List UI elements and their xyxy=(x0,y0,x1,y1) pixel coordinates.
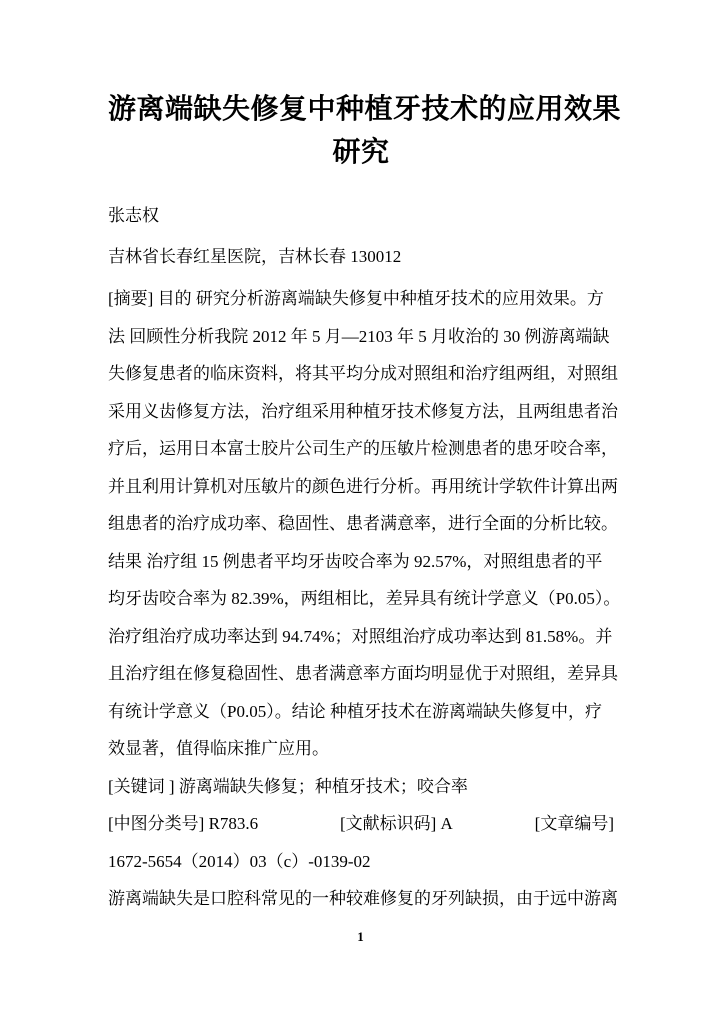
article-id-value: 1672-5654（2014）03（c）-0139-02 xyxy=(108,851,371,871)
abstract-line: 组患者的治疗成功率、稳固性、患者满意率，进行全面的分析比较。 xyxy=(108,514,618,533)
abstract-line: 效显著，值得临床推广应用。 xyxy=(108,739,329,758)
page-content xyxy=(108,0,622,918)
author-affiliation: 吉林省长春红星医院，吉林长春 130012 xyxy=(108,247,402,266)
abstract-line: 治疗组治疗成功率达到 94.74%；对照组治疗成功率达到 81.58%。并 xyxy=(108,626,613,646)
abstract-line: 法 回顾性分析我院 2012 年 5 月—2103 年 5 月收治的 30 例游离端缺 xyxy=(108,326,610,346)
abstract-line: 失修复患者的临床资料，将其平均分成对照组和治疗组两组，对照组 xyxy=(108,364,618,383)
abstract-line: 结果 治疗组 15 例患者平均牙齿咬合率为 92.57%，对照组患者的平 xyxy=(108,551,603,571)
paper-title xyxy=(108,0,622,174)
article-id-label: [文章编号] xyxy=(534,814,614,833)
document-code: [文献标识码] A xyxy=(339,814,453,833)
abstract-line: 并且利用计算机对压敏片的颜色进行分析。再用统计学软件计算出两 xyxy=(108,476,618,496)
body-text-line: 游离端缺失是口腔科常见的一种较难修复的牙列缺损，由于远中游离 xyxy=(108,889,618,908)
abstract-line: 有统计学意义（P0.05）。结论 种植牙技术在游离端缺失修复中，疗 xyxy=(108,701,602,721)
clc-number: [中图分类号] R783.6 xyxy=(108,814,259,833)
abstract-line: 采用义齿修复方法，治疗组采用种植牙技术修复方法，且两组患者治 xyxy=(108,401,618,421)
paper-title-line: 研究 xyxy=(332,137,390,168)
keywords-line: [关键词 ] 游离端缺失修复；种植牙技术；咬合率 xyxy=(108,776,468,796)
byline-block xyxy=(108,195,614,277)
page-number: 1 xyxy=(357,929,364,944)
paper-title-line: 游离端缺失修复中种植牙技术的应用效果 xyxy=(108,94,622,125)
abstract-line: 均牙齿咬合率为 82.39%，两组相比，差异具有统计学意义（P0.05）。 xyxy=(108,589,621,608)
author-name: 张志权 xyxy=(108,206,159,225)
abstract-line: [摘要] 目的 研究分析游离端缺失修复中种植牙技术的应用效果。方 xyxy=(108,289,604,308)
abstract-line: 且治疗组在修复稳固性、患者满意率方面均明显优于对照组，差异具 xyxy=(108,664,618,683)
abstract-paragraph xyxy=(108,280,621,768)
classification-row xyxy=(108,805,614,843)
abstract-line: 疗后，运用日本富士胶片公司生产的压敏片检测患者的患牙咬合率， xyxy=(108,439,618,458)
